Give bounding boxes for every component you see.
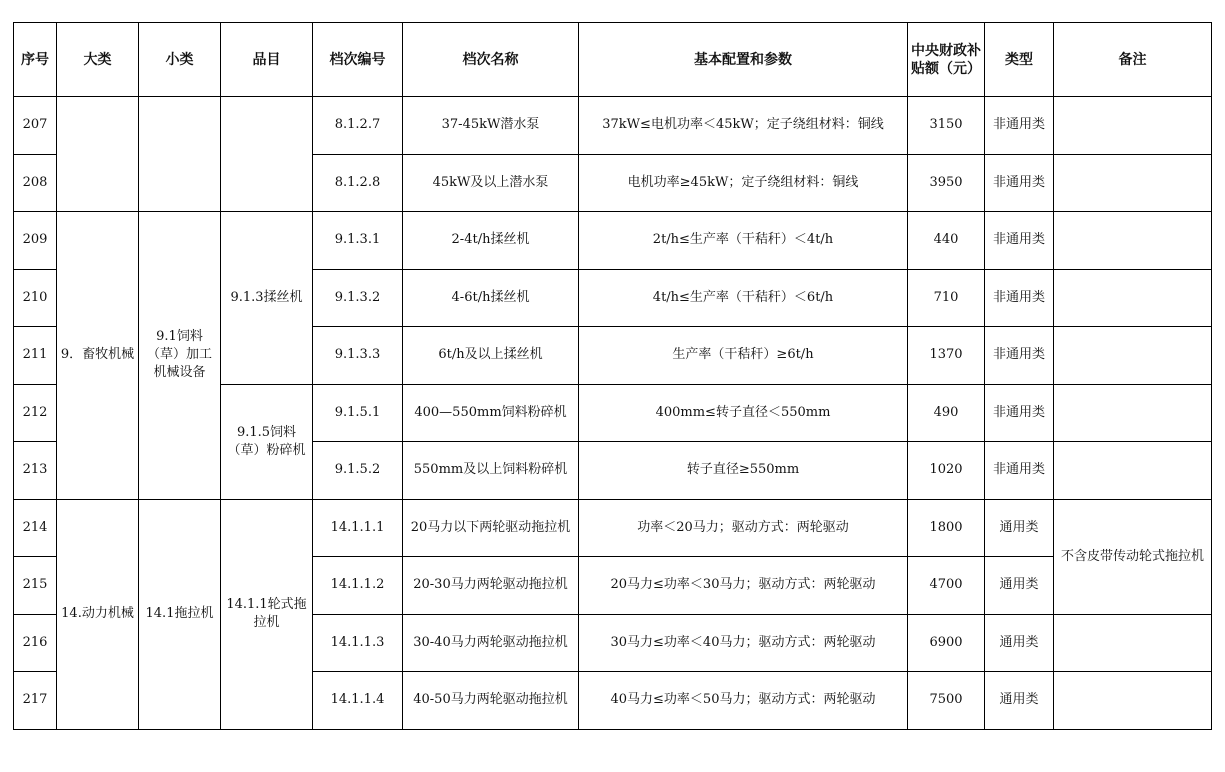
cell-seq: 207: [14, 97, 57, 155]
cell-item: 14.1.1轮式拖拉机: [221, 499, 313, 729]
cell-grade-name: 30-40马力两轮驱动拖拉机: [403, 614, 579, 672]
cell-grade-name: 20马力以下两轮驱动拖拉机: [403, 499, 579, 557]
header-item: 品目: [221, 23, 313, 97]
cell-major-class: 14.动力机械: [57, 499, 139, 729]
cell-seq: 217: [14, 672, 57, 730]
cell-remark: [1054, 154, 1212, 212]
cell-subsidy: 3950: [908, 154, 985, 212]
cell-remark: [1054, 442, 1212, 500]
cell-remark: [1054, 672, 1212, 730]
cell-grade-code: 14.1.1.2: [313, 557, 403, 615]
cell-minor-class-empty: [139, 97, 221, 212]
cell-seq: 216: [14, 614, 57, 672]
cell-grade-code: 9.1.3.3: [313, 327, 403, 385]
cell-seq: 209: [14, 212, 57, 270]
cell-config: 2t/h≤生产率（干秸秆）＜4t/h: [579, 212, 908, 270]
cell-grade-name: 45kW及以上潜水泵: [403, 154, 579, 212]
cell-type: 非通用类: [985, 384, 1054, 442]
cell-type: 非通用类: [985, 442, 1054, 500]
cell-type: 通用类: [985, 557, 1054, 615]
cell-type: 通用类: [985, 499, 1054, 557]
cell-seq: 211: [14, 327, 57, 385]
cell-config: 电机功率≥45kW；定子绕组材料：铜线: [579, 154, 908, 212]
cell-remark: [1054, 384, 1212, 442]
cell-config: 30马力≤功率＜40马力；驱动方式：两轮驱动: [579, 614, 908, 672]
header-major-class: 大类: [57, 23, 139, 97]
cell-subsidy: 7500: [908, 672, 985, 730]
header-subsidy: 中央财政补贴额（元）: [908, 23, 985, 97]
cell-grade-code: 14.1.1.4: [313, 672, 403, 730]
cell-remark: [1054, 327, 1212, 385]
cell-type: 非通用类: [985, 154, 1054, 212]
cell-subsidy: 440: [908, 212, 985, 270]
cell-grade-name: 40-50马力两轮驱动拖拉机: [403, 672, 579, 730]
cell-grade-name: 37-45kW潜水泵: [403, 97, 579, 155]
cell-type: 非通用类: [985, 212, 1054, 270]
cell-subsidy: 1800: [908, 499, 985, 557]
cell-seq: 213: [14, 442, 57, 500]
cell-item-empty: [221, 97, 313, 212]
cell-item: 9.1.3揉丝机: [221, 212, 313, 385]
cell-subsidy: 4700: [908, 557, 985, 615]
header-type: 类型: [985, 23, 1054, 97]
cell-grade-name: 20-30马力两轮驱动拖拉机: [403, 557, 579, 615]
cell-seq: 210: [14, 269, 57, 327]
cell-subsidy: 6900: [908, 614, 985, 672]
cell-grade-name: 400—550mm饲料粉碎机: [403, 384, 579, 442]
cell-grade-code: 14.1.1.3: [313, 614, 403, 672]
cell-grade-name: 6t/h及以上揉丝机: [403, 327, 579, 385]
cell-grade-code: 14.1.1.1: [313, 499, 403, 557]
cell-seq: 215: [14, 557, 57, 615]
cell-remark: [1054, 97, 1212, 155]
cell-type: 非通用类: [985, 97, 1054, 155]
cell-grade-code: 8.1.2.7: [313, 97, 403, 155]
cell-grade-code: 9.1.5.2: [313, 442, 403, 500]
cell-subsidy: 1020: [908, 442, 985, 500]
cell-seq: 212: [14, 384, 57, 442]
cell-subsidy: 3150: [908, 97, 985, 155]
cell-subsidy: 1370: [908, 327, 985, 385]
cell-config: 40马力≤功率＜50马力；驱动方式：两轮驱动: [579, 672, 908, 730]
cell-config: 功率＜20马力；驱动方式：两轮驱动: [579, 499, 908, 557]
cell-grade-name: 2-4t/h揉丝机: [403, 212, 579, 270]
cell-grade-name: 550mm及以上饲料粉碎机: [403, 442, 579, 500]
cell-config: 4t/h≤生产率（干秸秆）＜6t/h: [579, 269, 908, 327]
cell-type: 通用类: [985, 614, 1054, 672]
cell-remark: 不含皮带传动轮式拖拉机: [1054, 499, 1212, 614]
cell-config: 37kW≤电机功率＜45kW；定子绕组材料：铜线: [579, 97, 908, 155]
cell-subsidy: 490: [908, 384, 985, 442]
cell-grade-code: 9.1.3.1: [313, 212, 403, 270]
header-seq: 序号: [14, 23, 57, 97]
subsidy-table: [13, 22, 1212, 730]
cell-grade-name: 4-6t/h揉丝机: [403, 269, 579, 327]
cell-type: 通用类: [985, 672, 1054, 730]
cell-major-class-empty: [57, 97, 139, 212]
cell-item: 9.1.5饲料（草）粉碎机: [221, 384, 313, 499]
table-row: [14, 212, 1212, 270]
cell-config: 转子直径≥550mm: [579, 442, 908, 500]
header-grade-code: 档次编号: [313, 23, 403, 97]
table-row: [14, 499, 1212, 557]
cell-minor-class: 9.1饲料（草）加工机械设备: [139, 212, 221, 500]
cell-grade-code: 9.1.3.2: [313, 269, 403, 327]
header-remark: 备注: [1054, 23, 1212, 97]
cell-config: 20马力≤功率＜30马力；驱动方式：两轮驱动: [579, 557, 908, 615]
cell-remark: [1054, 269, 1212, 327]
header-minor-class: 小类: [139, 23, 221, 97]
cell-seq: 214: [14, 499, 57, 557]
cell-type: 非通用类: [985, 327, 1054, 385]
cell-major-class: 9．畜牧机械: [57, 212, 139, 500]
cell-remark: [1054, 212, 1212, 270]
cell-seq: 208: [14, 154, 57, 212]
cell-grade-code: 8.1.2.8: [313, 154, 403, 212]
header-config: 基本配置和参数: [579, 23, 908, 97]
header-grade-name: 档次名称: [403, 23, 579, 97]
cell-config: 生产率（干秸秆）≥6t/h: [579, 327, 908, 385]
cell-remark: [1054, 614, 1212, 672]
cell-subsidy: 710: [908, 269, 985, 327]
cell-grade-code: 9.1.5.1: [313, 384, 403, 442]
cell-config: 400mm≤转子直径＜550mm: [579, 384, 908, 442]
table-header-row: [14, 23, 1212, 97]
cell-type: 非通用类: [985, 269, 1054, 327]
cell-minor-class: 14.1拖拉机: [139, 499, 221, 729]
table-row: [14, 97, 1212, 155]
